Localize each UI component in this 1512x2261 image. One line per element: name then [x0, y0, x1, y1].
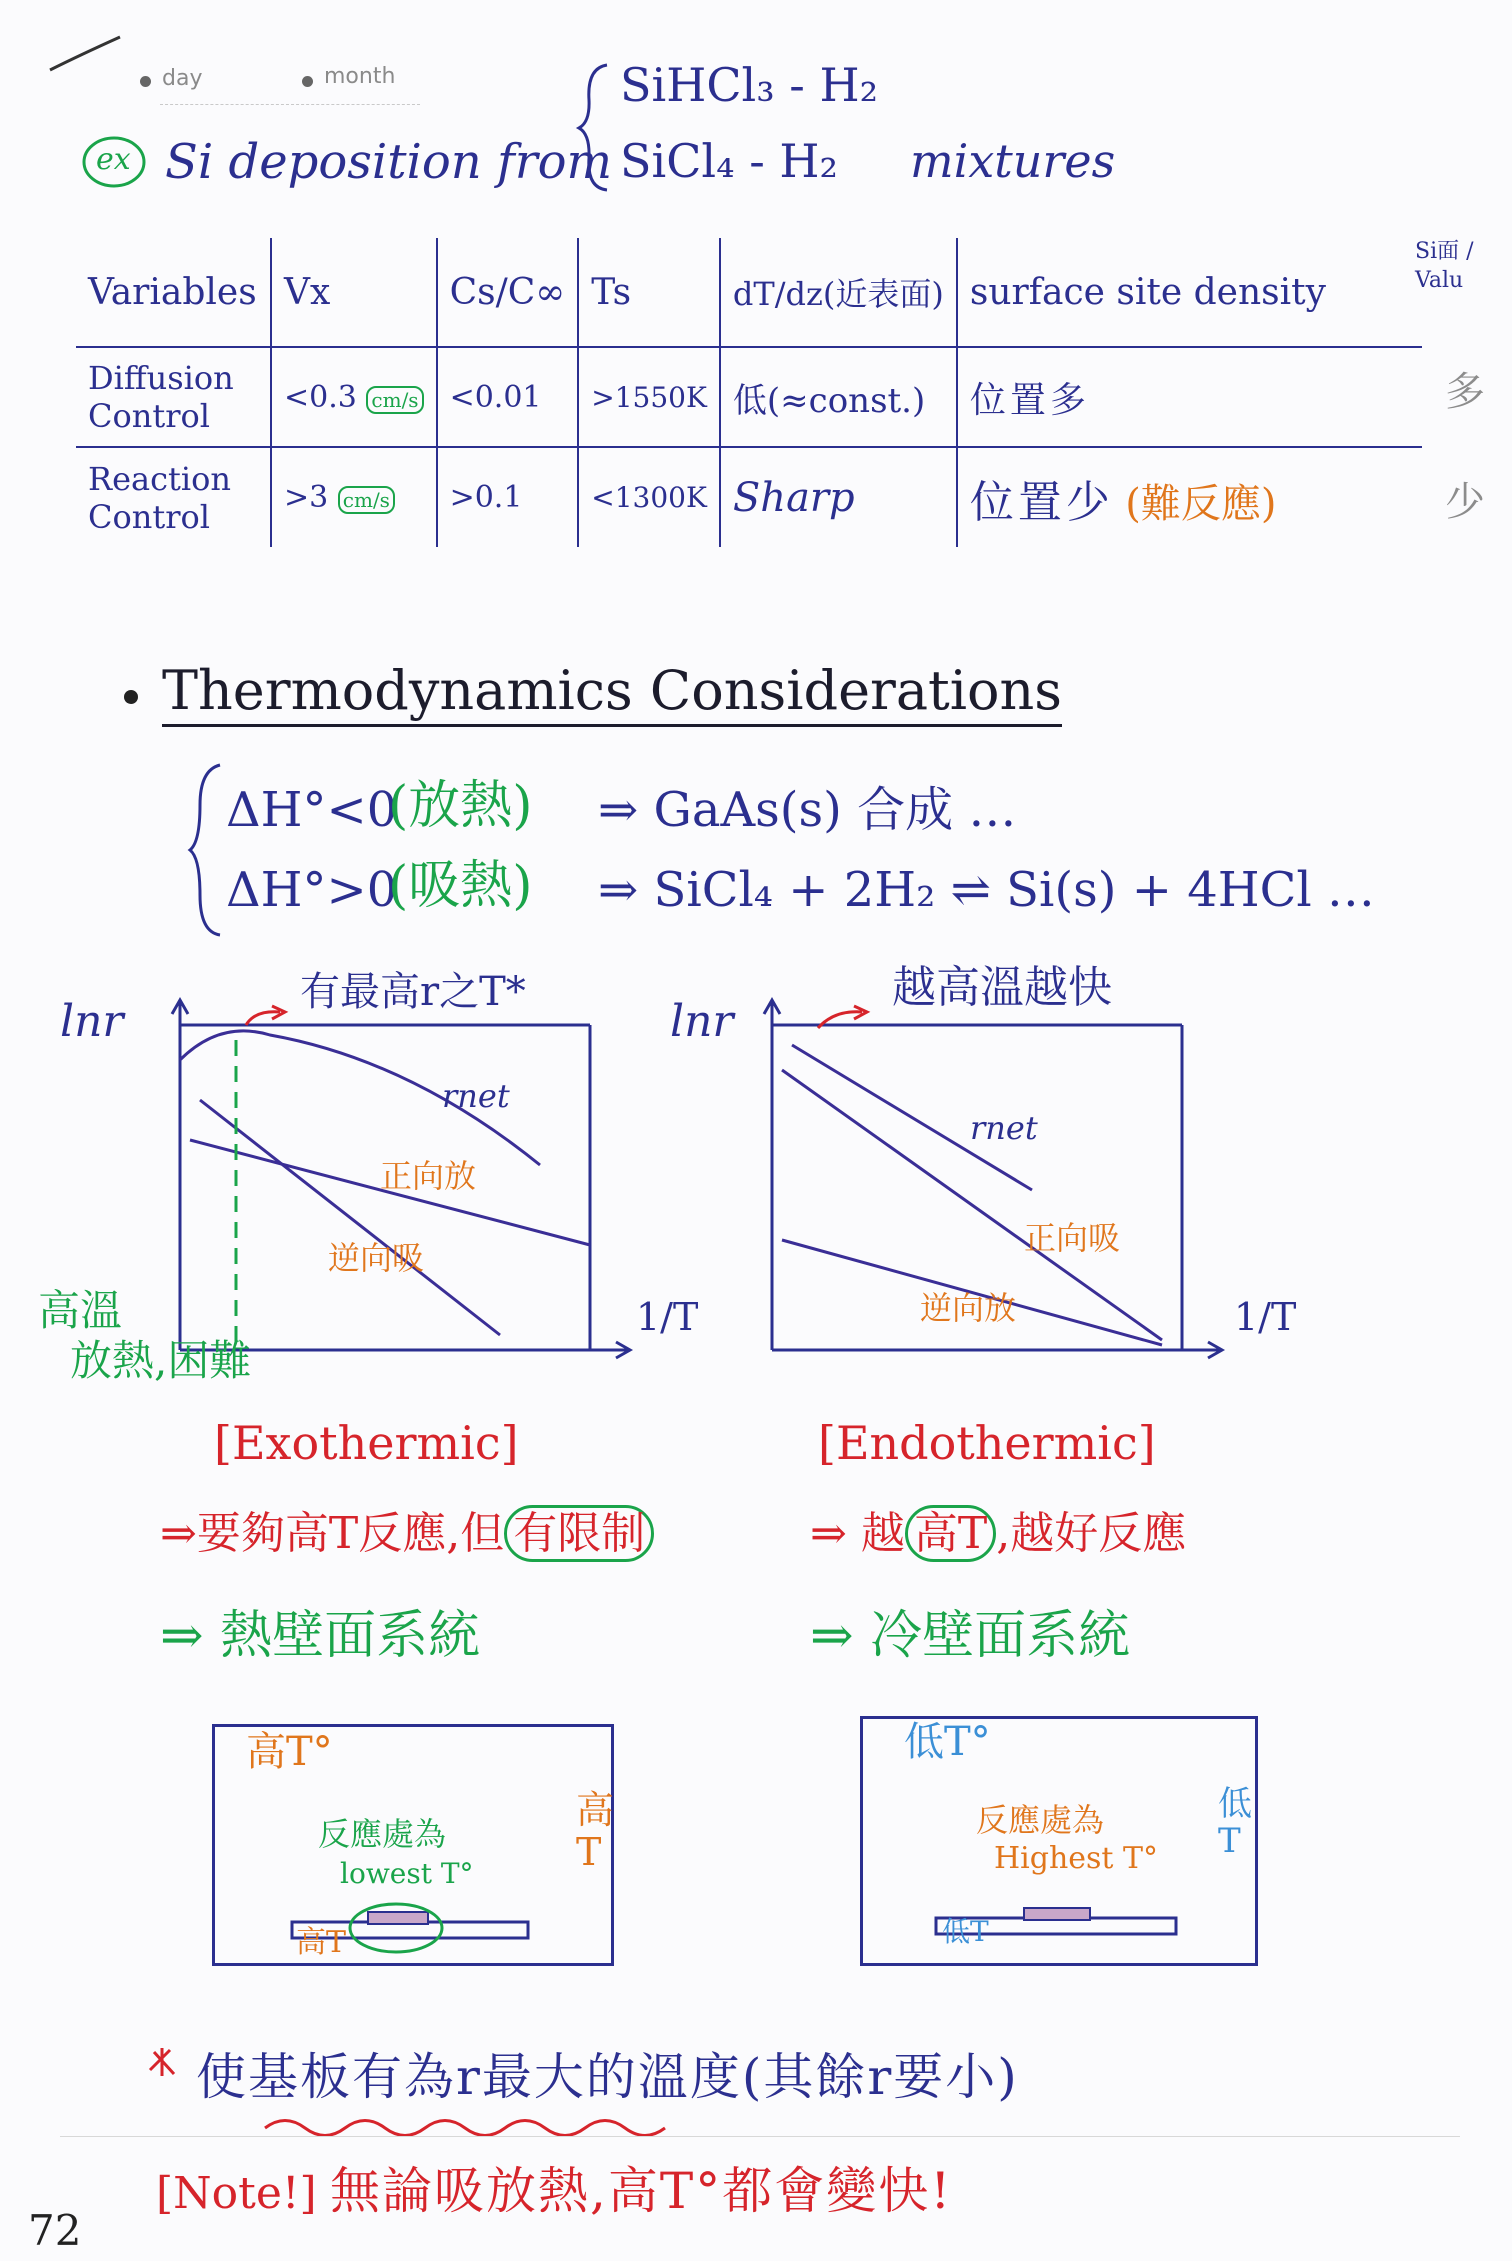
cell-variable: Diffusion Control	[76, 347, 271, 447]
page-number: 72	[28, 2206, 82, 2255]
control-regime-table	[76, 238, 1422, 547]
left-plot-xlabel: 1/T	[636, 1295, 699, 1339]
margin-note: Si面 / Valu	[1415, 239, 1474, 293]
star-note: 使基板有為r最大的溫度(其餘r要小)	[196, 2048, 1019, 2106]
header-divider	[160, 104, 420, 105]
right-conclusion-1	[810, 1508, 1187, 1559]
header-ts: Ts	[578, 238, 720, 347]
vx-unit: cm/s	[366, 386, 423, 414]
cell-site-density	[957, 447, 1422, 547]
margin-many: 多	[1445, 369, 1485, 415]
site-density-value: 位置少	[969, 476, 1114, 528]
cold-reactor-note-1: 反應處為	[976, 1801, 1105, 1839]
left-forward-label: 正向放	[380, 1157, 477, 1195]
left-plot-annotation: 有最高r之T*	[300, 969, 526, 1015]
vx-value: >3	[284, 480, 329, 515]
left-conclusion-1-b: 有限制	[504, 1505, 654, 1562]
table-header-row	[76, 238, 1422, 347]
cold-reactor-side-label: 低T	[1218, 1784, 1252, 1862]
hot-reactor-bottom-label: 高T	[296, 1925, 347, 1960]
left-side-note-2: 放熱,困難	[70, 1336, 252, 1385]
hot-reactor-note-1: 反應處為	[318, 1815, 447, 1853]
vx-value: <0.3	[284, 379, 357, 415]
right-plot-ylabel: lnr	[670, 996, 734, 1047]
thermo-line1-left: ΔH°<0	[226, 782, 398, 838]
header-surface-site-density: surface site density	[957, 238, 1422, 347]
table-row	[76, 347, 1422, 447]
hot-reactor-note-2: lowest T°	[340, 1857, 474, 1890]
cell-vx	[271, 447, 437, 547]
thermo-line2-right: ⇒ SiCl₄ + 2H₂ ⇌ Si(s) + 4HCl …	[598, 862, 1375, 918]
day-label: day	[162, 66, 203, 91]
right-caption: [Endothermic]	[818, 1416, 1156, 1470]
month-dot	[302, 76, 313, 87]
cell-vx	[271, 347, 437, 447]
left-plot-ylabel: lnr	[60, 996, 124, 1047]
cell-dtdz: 低(≈const.)	[720, 347, 957, 447]
right-plot-xlabel: 1/T	[1234, 1295, 1297, 1339]
thermo-line1-note: (放熱)	[388, 776, 533, 836]
cell-cs-ratio: >0.1	[437, 447, 579, 547]
bullet-dot	[124, 690, 138, 704]
right-forward-label: 正向吸	[1024, 1219, 1121, 1257]
hot-reactor-side-label: 高T	[576, 1788, 615, 1874]
right-conclusion-1-a: ⇒ 越	[810, 1508, 905, 1559]
ex-marker: ex	[96, 142, 131, 177]
cell-cs-ratio: <0.01	[437, 347, 579, 447]
left-conclusion-1	[160, 1508, 654, 1559]
cold-reactor-top-label: 低T°	[904, 1719, 991, 1765]
header-vx: Vx	[271, 238, 437, 347]
footer-divider	[60, 2136, 1460, 2137]
month-label: month	[324, 64, 396, 89]
example-title: Si deposition from	[165, 134, 613, 190]
pen-stroke-mark	[40, 25, 140, 85]
right-conclusion-1-b: 高T	[905, 1505, 996, 1562]
left-conclusion-2: ⇒ 熱壁面系統	[160, 1606, 481, 1666]
vx-unit: cm/s	[338, 486, 395, 514]
margin-few: 少	[1445, 479, 1485, 525]
right-conclusion-1-c: ,越好反應	[996, 1508, 1187, 1559]
note-text: 無論吸放熱,高T°都會變快!	[330, 2162, 953, 2220]
cell-site-density: 位置多	[957, 347, 1422, 447]
star-mark-icon	[140, 2040, 200, 2090]
star-note-underline	[260, 2108, 690, 2148]
left-caption: [Exothermic]	[214, 1416, 519, 1470]
left-side-note-1: 高溫	[38, 1286, 123, 1335]
right-rnet-label: rnet	[970, 1109, 1038, 1147]
table-row	[76, 447, 1422, 547]
cell-ts: <1300K	[578, 447, 720, 547]
mixture-line-1: SiHCl₃ - H₂	[620, 58, 879, 112]
thermo-line2-note: (吸熱)	[388, 856, 533, 916]
thermo-heading: Thermodynamics Considerations	[162, 664, 1062, 727]
cold-reactor-bottom-label: 低T	[942, 1915, 989, 1948]
cell-ts: >1550K	[578, 347, 720, 447]
cold-reactor-note-2: Highest T°	[994, 1841, 1159, 1876]
left-reverse-label: 逆向吸	[328, 1239, 425, 1277]
right-conclusion-2: ⇒ 冷壁面系統	[810, 1606, 1131, 1666]
mixture-line-2: SiCl₄ - H₂	[620, 134, 838, 188]
left-conclusion-1-a: ⇒要夠高T反應,但	[160, 1508, 505, 1559]
cell-dtdz: Sharp	[720, 447, 957, 547]
mixture-suffix: mixtures	[910, 134, 1116, 188]
site-density-note: (難反應)	[1125, 480, 1277, 527]
hot-reactor-top-label: 高T°	[246, 1729, 333, 1775]
thermo-line1-right: ⇒ GaAs(s) 合成 …	[598, 782, 1017, 838]
left-rnet-label: rnet	[442, 1077, 510, 1115]
header-variables: Variables	[88, 271, 257, 313]
mixture-brace	[575, 60, 615, 195]
header-cs-ratio: Cs/C∞	[437, 238, 579, 347]
note-tag: [Note!]	[156, 2168, 317, 2219]
right-reverse-label: 逆向放	[920, 1289, 1017, 1327]
thermo-line2-left: ΔH°>0	[226, 862, 398, 918]
header-dtdz: dT/dz(近表面)	[720, 238, 957, 347]
day-dot	[140, 76, 151, 87]
cell-variable: Reaction Control	[76, 447, 271, 547]
thermo-brace	[186, 760, 226, 940]
right-plot-annotation: 越高溫越快	[892, 962, 1112, 1013]
